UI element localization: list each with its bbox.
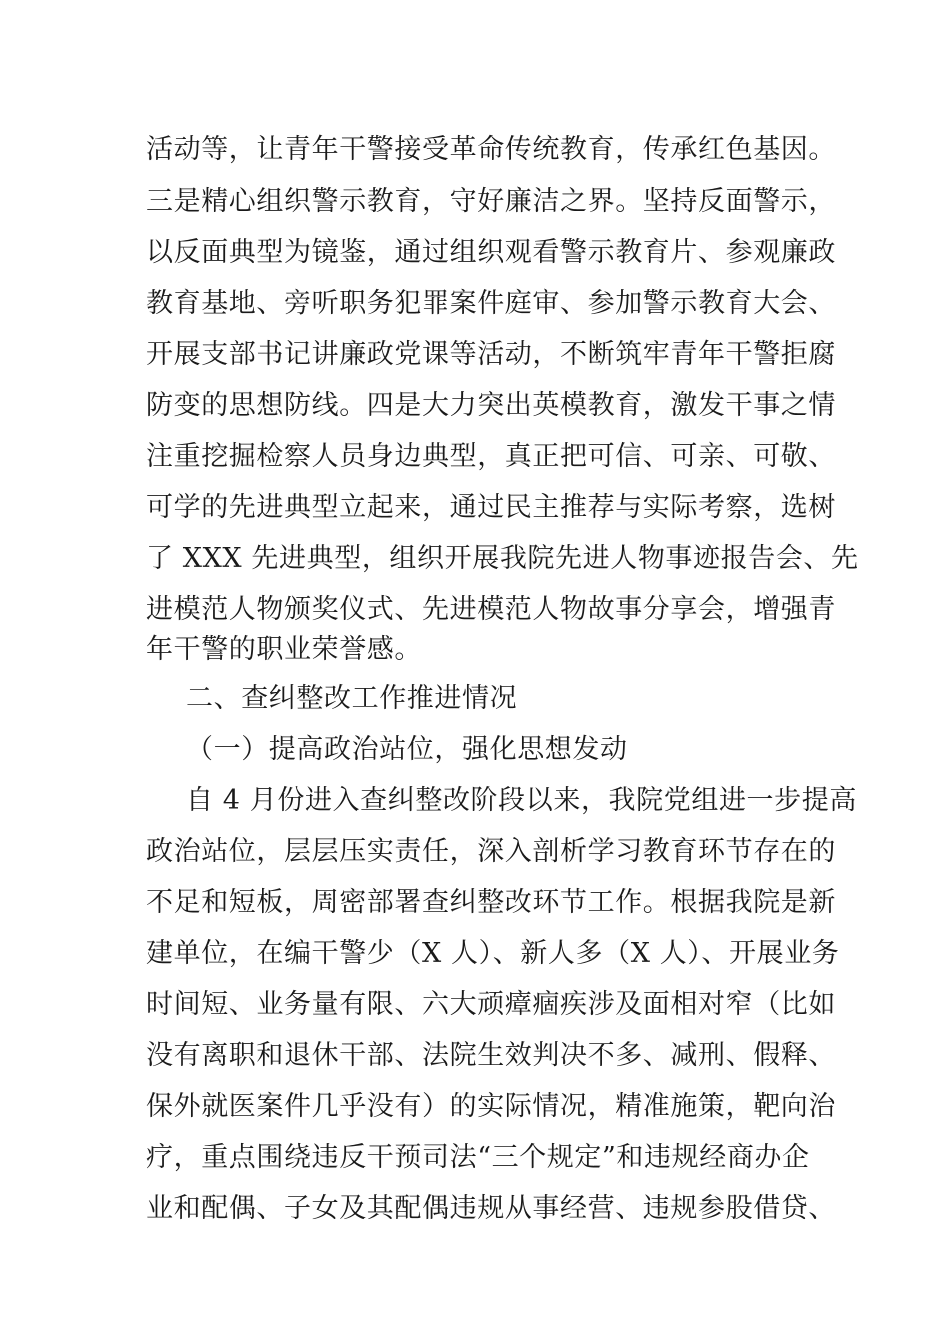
text-line: 可学的先进典型立起来，通过民主推荐与实际考察，选树 <box>146 492 836 523</box>
text-line: 教育基地、旁听职务犯罪案件庭审、参加警示教育大会、 <box>146 288 836 319</box>
text-line: 活动等，让青年干警接受革命传统教育，传承红色基因。 <box>146 134 836 165</box>
text-line: 不足和短板，周密部署查纠整改环节工作。根据我院是新 <box>146 887 836 918</box>
text-line: 年干警的职业荣誉感。 <box>146 634 422 665</box>
text-line: 政治站位，层层压实责任，深入剖析学习教育环节存在的 <box>146 836 836 867</box>
text-line: 进模范人物颁奖仪式、先进模范人物故事分享会，增强青 <box>146 594 836 625</box>
text-line: 建单位，在编干警少（X 人）、新人多（X 人）、开展业务 <box>146 938 840 969</box>
text-line: 自 4 月份进入查纠整改阶段以来，我院党组进一步提高 <box>186 785 857 816</box>
text-line: 没有离职和退休干部、法院生效判决不多、减刑、假释、 <box>146 1040 836 1071</box>
text-line: 防变的思想防线。四是大力突出英模教育，激发干事之情 <box>146 390 836 421</box>
subsection-heading: （一）提高政治站位，强化思想发动 <box>186 734 628 765</box>
text-line: 业和配偶、子女及其配偶违规从事经营、违规参股借贷、 <box>146 1193 836 1224</box>
text-line: 时间短、业务量有限、六大顽瘴痼疾涉及面相对窄（比如 <box>146 989 836 1020</box>
text-line: 三是精心组织警示教育，守好廉洁之界。坚持反面警示， <box>146 186 836 217</box>
section-heading: 二、查纠整改工作推进情况 <box>186 683 518 714</box>
text-line: 以反面典型为镜鉴，通过组织观看警示教育片、参观廉政 <box>146 237 836 268</box>
text-line: 保外就医案件几乎没有）的实际情况，精准施策，靶向治 <box>146 1091 836 1122</box>
text-line: 注重挖掘检察人员身边典型，真正把可信、可亲、可敬、 <box>146 441 836 472</box>
text-line: 疗，重点围绕违反干预司法“三个规定”和违规经商办企 <box>146 1142 810 1173</box>
text-line: 开展支部书记讲廉政党课等活动，不断筑牢青年干警拒腐 <box>146 339 836 370</box>
text-line: 了 XXX 先进典型，组织开展我院先进人物事迹报告会、先 <box>146 543 859 574</box>
